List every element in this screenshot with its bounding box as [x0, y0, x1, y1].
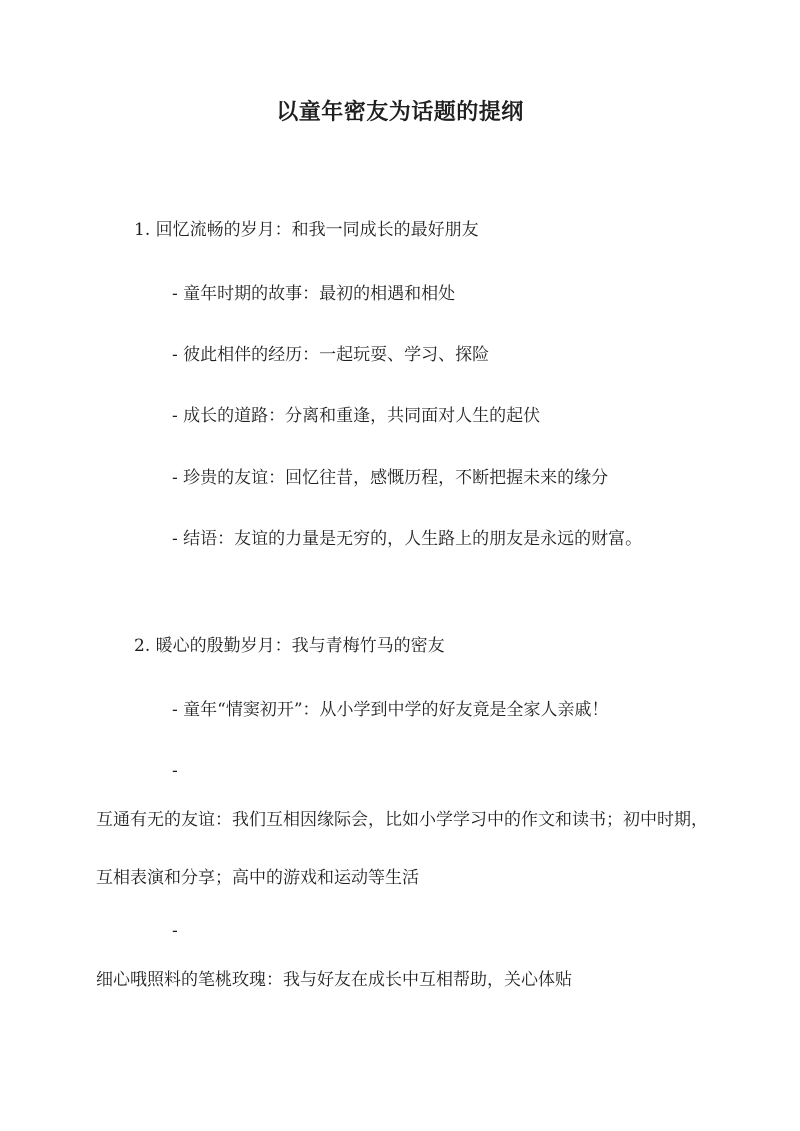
- section-2-paragraph-1: 互通有无的友谊：我们互相因缘际会，比如小学学习中的作文和读书；初中时期，互相表演和分享；高中的游戏和运动等生活: [96, 810, 708, 888]
- section-1-bullet-4: - 珍贵的友谊：回忆往昔，感慨历程，不断把握未来的缘分: [172, 468, 609, 488]
- section-1-bullet-3: - 成长的道路：分离和重逢，共同面对人生的起伏: [172, 406, 541, 426]
- section-2-bullet-1: - 童年“情窦初开”：从小学到中学的好友竟是全家人亲戚！: [172, 700, 609, 720]
- section-2-dash-1: -: [172, 761, 178, 781]
- section-2-heading: 2. 暖心的殷勤岁月：我与青梅竹马的密友: [134, 636, 445, 656]
- document-title: 以童年密友为话题的提纲: [276, 99, 524, 125]
- section-1-bullet-1: - 童年时期的故事：最初的相遇和相处: [172, 284, 456, 304]
- section-1-bullet-5: - 结语：友谊的力量是无穷的，人生路上的朋友是永远的财富。: [172, 529, 643, 549]
- section-2-paragraph-2: 细心哦照料的笔桃玫瑰：我与好友在成长中互相帮助，关心体贴: [96, 970, 572, 990]
- section-2-dash-2: -: [172, 921, 178, 941]
- section-1-heading: 1. 回忆流畅的岁月：和我一同成长的最好朋友: [134, 220, 479, 240]
- section-1-bullet-2: - 彼此相伴的经历：一起玩耍、学习、探险: [172, 345, 490, 365]
